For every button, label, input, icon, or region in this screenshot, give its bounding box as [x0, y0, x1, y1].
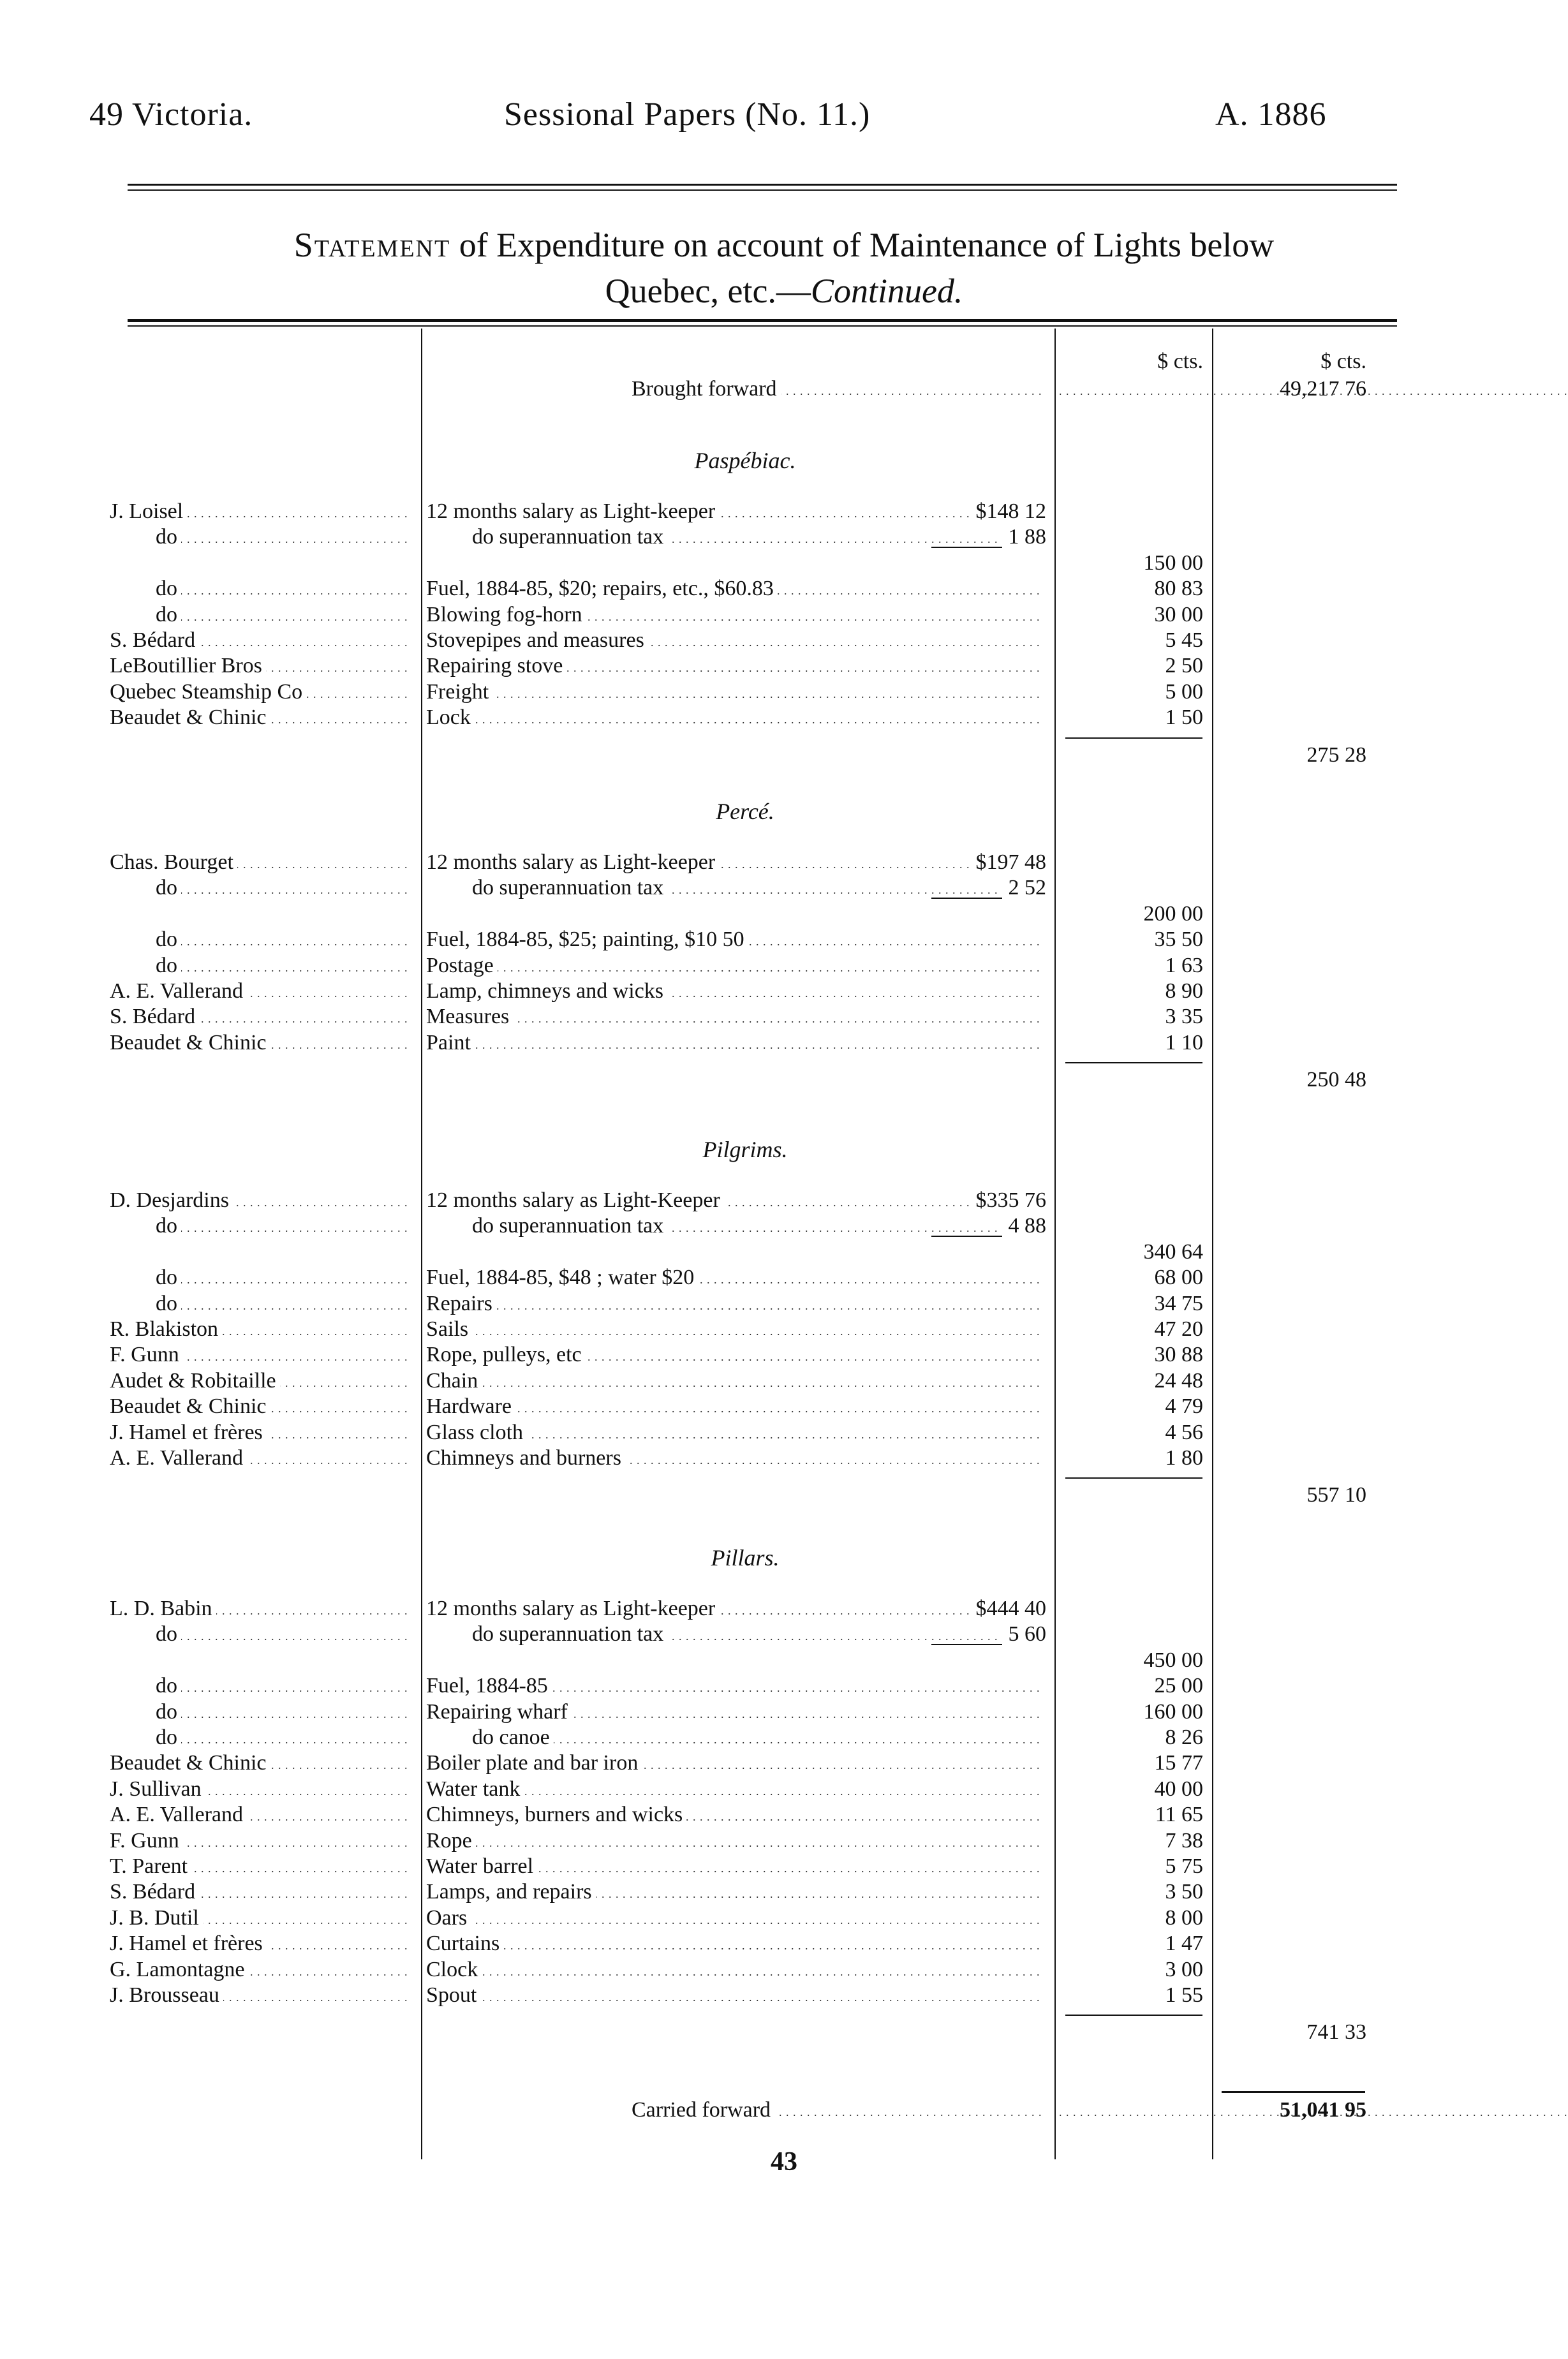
expense-amount: 3 50: [1165, 1880, 1203, 1904]
expense-description: Rope, pulleys, etc . . .: [426, 1342, 1045, 1368]
expense-description: do canoe . . .: [426, 1725, 1045, 1750]
payee-name: Quebec Steamship Co . . .: [110, 679, 410, 705]
expense-description: do superannuation tax . . .: [426, 1213, 1045, 1239]
expense-amount: 25 00: [1154, 1674, 1203, 1698]
payee-name: J. B. Dutil . . .: [110, 1905, 410, 1931]
expense-description: Fuel, 1884-85, $25; painting, $10 50 . . .: [426, 927, 1045, 952]
divider-amount: [1212, 329, 1213, 2159]
expense-amount: 35 50: [1154, 928, 1203, 952]
carried-forward-label: Carried forward . . .: [632, 2097, 1046, 2123]
brought-forward-amount-dots: [1059, 376, 1203, 402]
carried-forward-amount-dots: [1059, 2097, 1203, 2123]
header-rule-bottom: [128, 189, 1397, 191]
expense-amount: 1 80: [1165, 1446, 1203, 1470]
expense-amount: 1 55: [1165, 1983, 1203, 2007]
title-line2-plain: Quebec, etc.—: [605, 272, 811, 310]
amount-column-head: $ cts.: [1157, 350, 1203, 373]
payee-name: do . . .: [110, 576, 410, 602]
expense-description: Sails . . .: [426, 1317, 1045, 1342]
payee-name: do . . .: [110, 524, 410, 550]
section-total-rule: [1065, 2015, 1202, 2016]
payee-name: Beaudet & Chinic . . .: [110, 1394, 410, 1419]
brought-forward-label: Brought forward . . .: [632, 376, 1046, 402]
section-total: 275 28: [1306, 743, 1366, 767]
expense-description: Lock . . .: [426, 705, 1045, 730]
expense-amount: 1 50: [1165, 706, 1203, 730]
section-total-rule: [1065, 1477, 1202, 1479]
expense-amount: 80 83: [1154, 577, 1203, 601]
tax-amount: 4 88: [880, 1213, 1046, 1239]
expense-amount: 8 26: [1165, 1726, 1203, 1749]
payee-name: do . . .: [110, 1725, 410, 1750]
expense-description: Repairing wharf . . .: [426, 1699, 1045, 1725]
payee-name: J. Hamel et frères . . .: [110, 1420, 410, 1446]
brought-forward-total: 49,217 76: [1280, 377, 1366, 401]
expense-amount: 24 48: [1154, 1368, 1203, 1393]
expense-description: Chain . . .: [426, 1368, 1045, 1394]
header-year: A. 1886: [1215, 96, 1327, 133]
salary-amount: $197 48: [880, 850, 1046, 875]
expense-amount: 68 00: [1154, 1266, 1203, 1290]
table-rule-top: [128, 319, 1397, 322]
payee-name: do . . .: [110, 1291, 410, 1317]
expense-description: Hardware . . .: [426, 1394, 1045, 1419]
salary-amount: $148 12: [880, 499, 1046, 524]
section-total-rule: [1065, 1062, 1202, 1063]
expense-amount: 4 79: [1165, 1394, 1203, 1419]
expense-description: Water tank . . .: [426, 1777, 1045, 1802]
payee-name: do . . .: [110, 927, 410, 952]
payee-name: Beaudet & Chinic . . .: [110, 705, 410, 730]
statement-title-line2: [0, 268, 1568, 314]
expense-amount: 200 00: [1143, 901, 1203, 926]
tax-amount: 5 60: [880, 1622, 1046, 1647]
payee-name: S. Bédard . . .: [110, 628, 410, 653]
payee-name: do . . .: [110, 1213, 410, 1239]
expense-description: Chimneys and burners . . .: [426, 1446, 1045, 1471]
expense-amount: 40 00: [1154, 1777, 1203, 1801]
carried-forward-total: 51,041 95: [1280, 2098, 1366, 2122]
expense-amount: 3 00: [1165, 1957, 1203, 1981]
expense-amount: 7 38: [1165, 1828, 1203, 1852]
expense-amount: 8 00: [1165, 1905, 1203, 1930]
expense-description: Fuel, 1884-85, $20; repairs, etc., $60.83 . . .: [426, 576, 1045, 602]
payee-name: do . . .: [110, 953, 410, 979]
expense-description: Repairing stove . . .: [426, 653, 1045, 679]
expense-description: Oars . . .: [426, 1905, 1045, 1931]
expense-amount: 5 75: [1165, 1854, 1203, 1878]
expense-description: Glass cloth . . .: [426, 1420, 1045, 1446]
section-title: Percé.: [716, 799, 774, 824]
expense-description: 12 months salary as Light-keeper . . .: [426, 1596, 1045, 1622]
expense-amount: 1 47: [1165, 1932, 1203, 1956]
payee-name: do . . .: [110, 1265, 410, 1290]
expense-description: Lamp, chimneys and wicks . . .: [426, 979, 1045, 1004]
expense-description: 12 months salary as Light-keeper . . .: [426, 850, 1045, 875]
section-title: Paspébiac.: [694, 448, 796, 473]
expense-description: Chimneys, burners and wicks . . .: [426, 1802, 1045, 1828]
expense-amount: 1 63: [1165, 953, 1203, 977]
expense-amount: 34 75: [1154, 1291, 1203, 1315]
divider-description: [1054, 329, 1056, 2159]
header-series: Sessional Papers (No. 11.): [504, 96, 871, 133]
expense-description: Water barrel . . .: [426, 1854, 1045, 1879]
header-volume: 49 Victoria.: [89, 96, 253, 133]
expense-description: Clock . . .: [426, 1957, 1045, 1983]
expense-description: do superannuation tax . . .: [426, 1622, 1045, 1647]
expense-amount: 450 00: [1143, 1648, 1203, 1672]
expense-description: Paint . . .: [426, 1030, 1045, 1056]
expense-amount: 340 64: [1143, 1239, 1203, 1264]
page-number: 43: [771, 2147, 797, 2177]
expense-amount: 150 00: [1143, 551, 1203, 575]
title-rest: of Expenditure on account of Maintenance of Lights below: [459, 226, 1275, 264]
payee-name: do . . .: [110, 1622, 410, 1647]
payee-name: do . . .: [110, 1673, 410, 1699]
payee-name: do . . .: [110, 602, 410, 628]
expense-amount: 30 00: [1154, 602, 1203, 626]
expense-amount: 5 45: [1165, 628, 1203, 652]
section-title: Pillars.: [711, 1545, 780, 1571]
tax-amount: 2 52: [880, 875, 1046, 901]
payee-name: J. Sullivan . . .: [110, 1777, 410, 1802]
statement-title: [0, 222, 1568, 268]
salary-amount: $444 40: [880, 1596, 1046, 1622]
payee-name: G. Lamontagne . . .: [110, 1957, 410, 1983]
expense-description: Blowing fog-horn . . .: [426, 602, 1045, 628]
section-total: 557 10: [1306, 1483, 1366, 1507]
expense-amount: 2 50: [1165, 654, 1203, 678]
payee-name: L. D. Babin . . .: [110, 1596, 410, 1622]
expense-description: Repairs . . .: [426, 1291, 1045, 1317]
payee-name: R. Blakiston . . .: [110, 1317, 410, 1342]
expense-description: Rope . . .: [426, 1828, 1045, 1854]
payee-name: do . . .: [110, 1699, 410, 1725]
total-column-head: $ cts.: [1320, 350, 1366, 373]
expense-amount: 4 56: [1165, 1420, 1203, 1444]
expense-description: do superannuation tax . . .: [426, 875, 1045, 901]
payee-name: J. Brousseau . . .: [110, 1983, 410, 2008]
table-rule-top-thin: [128, 325, 1397, 327]
expense-amount: 15 77: [1154, 1751, 1203, 1775]
expense-description: 12 months salary as Light-keeper . . .: [426, 499, 1045, 524]
payee-name: A. E. Vallerand . . .: [110, 979, 410, 1004]
payee-name: S. Bédard . . .: [110, 1879, 410, 1905]
carried-forward-rule: [1222, 2091, 1365, 2093]
payee-name: F. Gunn . . .: [110, 1828, 410, 1854]
payee-name: Beaudet & Chinic . . .: [110, 1030, 410, 1056]
section-title: Pilgrims.: [702, 1137, 788, 1162]
expense-description: Fuel, 1884-85, $48 ; water $20 . . .: [426, 1265, 1045, 1290]
payee-name: J. Loisel . . .: [110, 499, 410, 524]
header-rule-top: [128, 184, 1397, 186]
payee-name: LeBoutillier Bros . . .: [110, 653, 410, 679]
payee-name: A. E. Vallerand . . .: [110, 1802, 410, 1828]
expense-description: Fuel, 1884-85 . . .: [426, 1673, 1045, 1699]
expense-amount: 11 65: [1155, 1803, 1203, 1827]
expense-amount: 160 00: [1143, 1699, 1203, 1724]
expense-description: 12 months salary as Light-Keeper . . .: [426, 1188, 1045, 1213]
payee-name: do . . .: [110, 875, 410, 901]
expense-description: Spout . . .: [426, 1983, 1045, 2008]
expense-description: Postage . . .: [426, 953, 1045, 979]
divider-payee: [421, 329, 422, 2159]
expense-amount: 30 88: [1154, 1343, 1203, 1367]
payee-name: J. Hamel et frères . . .: [110, 1931, 410, 1956]
payee-name: Audet & Robitaille . . .: [110, 1368, 410, 1394]
payee-name: Chas. Bourget . . .: [110, 850, 410, 875]
expense-description: Boiler plate and bar iron . . .: [426, 1750, 1045, 1776]
payee-name: T. Parent . . .: [110, 1854, 410, 1879]
expense-description: Freight . . .: [426, 679, 1045, 705]
payee-name: Beaudet & Chinic . . .: [110, 1750, 410, 1776]
expense-amount: 5 00: [1165, 679, 1203, 704]
expense-amount: 1 10: [1165, 1030, 1203, 1054]
section-total: 250 48: [1306, 1068, 1366, 1092]
expense-description: Stovepipes and measures . . .: [426, 628, 1045, 653]
salary-amount: $335 76: [880, 1188, 1046, 1213]
title-line2-italic: Continued.: [810, 272, 963, 310]
expense-description: Curtains . . .: [426, 1931, 1045, 1956]
expense-amount: 47 20: [1154, 1317, 1203, 1341]
title-caps: Statement: [293, 226, 451, 264]
section-total: 741 33: [1306, 2020, 1366, 2045]
section-total-rule: [1065, 737, 1202, 739]
payee-name: F. Gunn . . .: [110, 1342, 410, 1368]
payee-name: D. Desjardins . . .: [110, 1188, 410, 1213]
tax-amount: 1 88: [880, 524, 1046, 550]
expense-description: do superannuation tax . . .: [426, 524, 1045, 550]
payee-name: A. E. Vallerand . . .: [110, 1446, 410, 1471]
expense-amount: 3 35: [1165, 1005, 1203, 1029]
payee-name: S. Bédard . . .: [110, 1004, 410, 1030]
expense-description: Lamps, and repairs . . .: [426, 1879, 1045, 1905]
expense-amount: 8 90: [1165, 979, 1203, 1003]
expense-description: Measures . . .: [426, 1004, 1045, 1030]
